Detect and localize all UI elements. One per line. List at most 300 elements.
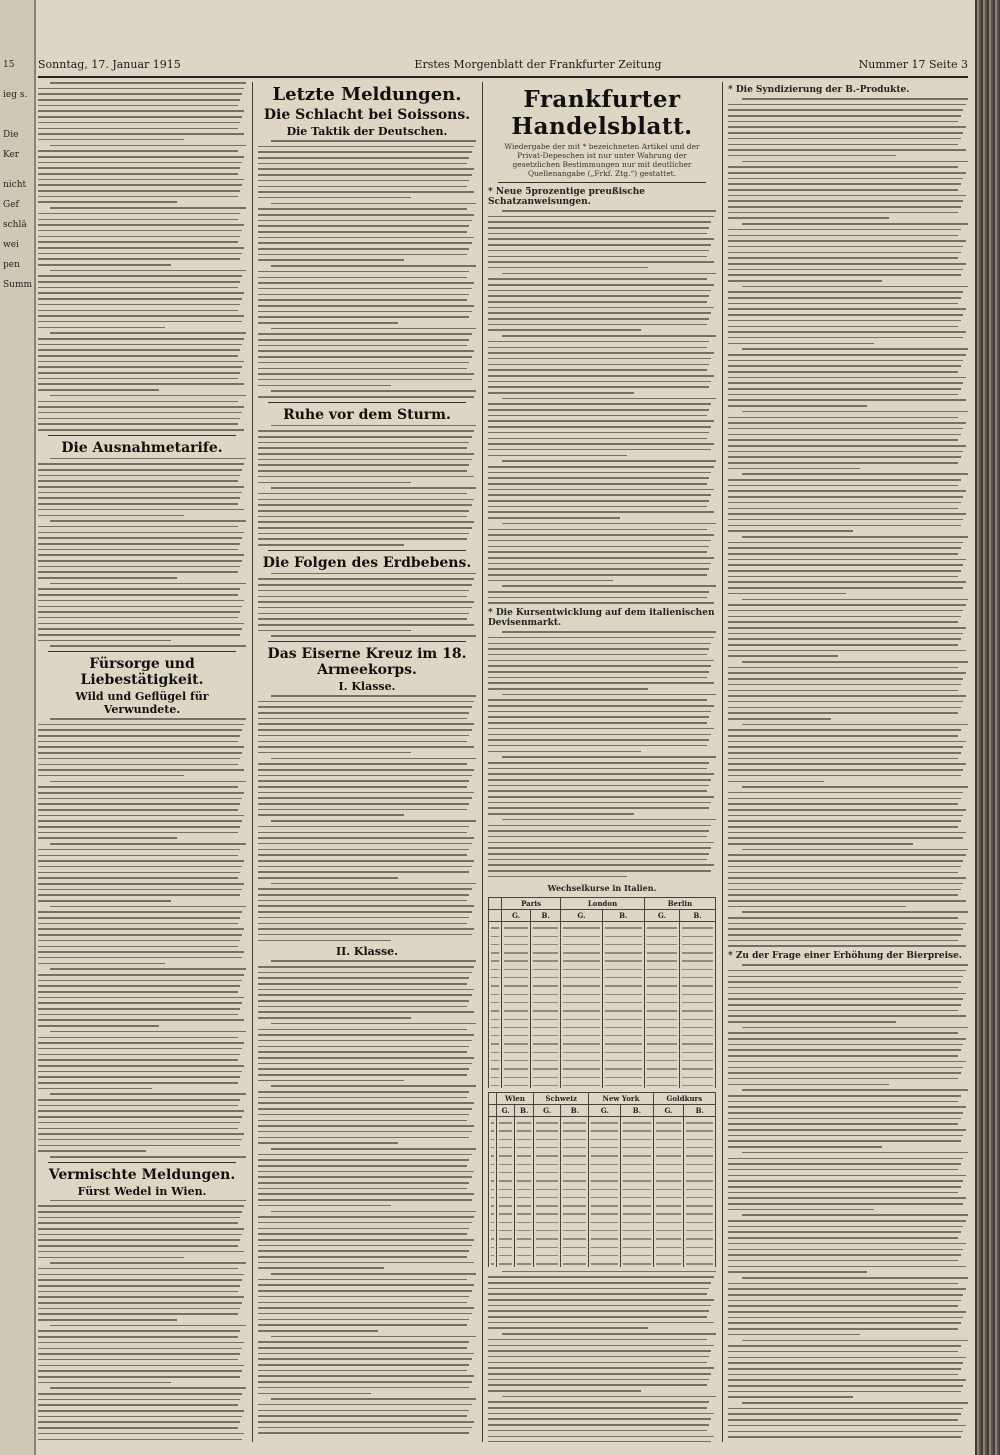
text-line — [742, 1152, 968, 1154]
table-cell — [501, 1022, 530, 1030]
text-line — [488, 563, 711, 565]
text-line — [728, 178, 963, 180]
text-line — [258, 1114, 469, 1116]
text-line — [38, 99, 240, 101]
divider — [268, 550, 466, 551]
table-cell — [501, 931, 530, 939]
text-line — [728, 479, 961, 481]
table-cell — [684, 1233, 716, 1241]
text-line — [38, 792, 244, 794]
text-line — [728, 240, 966, 242]
text-line — [728, 633, 963, 635]
text-line — [728, 1431, 963, 1433]
text-line — [488, 540, 711, 542]
table-header: Wien — [497, 1093, 534, 1105]
text-line — [728, 752, 961, 754]
table-cell — [497, 1250, 515, 1258]
table-cell — [561, 1258, 589, 1266]
text-line — [742, 964, 968, 966]
divider — [48, 435, 236, 436]
table-cell — [653, 1225, 684, 1233]
text-line — [258, 516, 467, 518]
text-line — [728, 1374, 958, 1376]
table-cell — [602, 964, 644, 972]
text-line — [258, 1262, 474, 1264]
text-line — [728, 1391, 961, 1393]
text-line — [258, 866, 472, 868]
text-line — [258, 1131, 472, 1133]
text-line — [38, 213, 240, 215]
text-line — [271, 820, 476, 822]
text-line — [38, 1285, 240, 1287]
text-line — [38, 1274, 244, 1276]
table-cell — [680, 1014, 716, 1022]
text-line — [258, 242, 472, 244]
table-cell — [684, 1258, 716, 1266]
text-line — [258, 1046, 469, 1048]
column-rule — [482, 82, 483, 1442]
text-line — [38, 167, 240, 169]
text-line — [488, 665, 711, 667]
column-2 — [258, 82, 476, 1442]
text-line — [728, 195, 966, 197]
text-line — [728, 445, 966, 447]
table-cell — [501, 989, 530, 997]
text-line — [258, 888, 472, 890]
text-line — [488, 1339, 707, 1341]
text-line — [38, 1217, 240, 1219]
text-line — [258, 333, 472, 335]
text-line — [38, 1128, 238, 1130]
table-header — [489, 1105, 497, 1117]
text-line — [488, 1299, 714, 1301]
table-cell — [501, 1038, 530, 1046]
text-line — [488, 580, 613, 582]
text-line — [38, 1037, 238, 1039]
text-line — [38, 617, 238, 619]
text-line — [728, 1010, 958, 1012]
text-line — [258, 254, 467, 256]
column-rule — [252, 82, 253, 1442]
text-line — [728, 1061, 966, 1063]
column-3 — [488, 82, 716, 1442]
table-cell — [497, 1117, 515, 1126]
text-line — [258, 1381, 472, 1383]
text-line — [742, 1027, 968, 1029]
text-line — [728, 1220, 966, 1222]
text-line — [488, 375, 714, 377]
table-cell — [533, 1142, 561, 1150]
table-row — [489, 980, 716, 988]
table-cell — [515, 1225, 534, 1233]
text-line — [742, 286, 968, 288]
table-cell — [602, 1038, 644, 1046]
table-cell — [644, 1047, 679, 1055]
table-cell — [680, 1063, 716, 1071]
table-cell — [653, 1150, 684, 1158]
text-line — [728, 326, 958, 328]
table-cell — [680, 1047, 716, 1055]
table-cell — [602, 939, 644, 947]
table-cell — [644, 972, 679, 980]
text-line — [728, 1123, 958, 1125]
table-cell — [489, 1072, 502, 1080]
text-line — [38, 201, 177, 203]
text-line — [728, 945, 966, 947]
text-line — [488, 796, 714, 798]
text-line — [258, 379, 472, 381]
table-cell — [589, 1159, 621, 1167]
text-line — [728, 1419, 958, 1421]
text-line — [258, 1375, 474, 1377]
text-block — [258, 695, 476, 941]
text-line — [258, 1313, 472, 1315]
table-cell — [531, 1030, 561, 1038]
text-line — [728, 291, 963, 293]
table-cell — [602, 997, 644, 1005]
text-line — [728, 1362, 963, 1364]
text-line — [728, 155, 896, 157]
table-row — [489, 922, 716, 931]
text-line — [488, 500, 709, 502]
table-cell — [561, 1225, 589, 1233]
text-line — [728, 826, 958, 828]
text-line — [488, 477, 709, 479]
text-line — [488, 489, 714, 491]
table-cell — [644, 1022, 679, 1030]
text-line — [271, 573, 476, 575]
section-heading: Die Schlacht bei Soissons. — [263, 107, 471, 123]
table-cell — [533, 1192, 561, 1200]
divider — [498, 182, 706, 183]
text-line — [488, 364, 709, 366]
text-line — [728, 981, 961, 983]
text-line — [728, 115, 961, 117]
text-line — [742, 98, 968, 100]
table-row — [489, 1167, 716, 1175]
text-line — [488, 238, 714, 240]
margin-mark: Gef — [3, 200, 19, 210]
table-cell — [561, 1022, 602, 1030]
text-line — [38, 1302, 242, 1304]
table-cell — [644, 1063, 679, 1071]
text-line — [258, 712, 469, 714]
text-line — [50, 1093, 246, 1095]
text-line — [488, 261, 714, 263]
text-line — [728, 462, 958, 464]
text-line — [258, 966, 474, 968]
table-cell — [515, 1167, 534, 1175]
table-cell — [501, 964, 530, 972]
text-line — [728, 735, 958, 737]
text-line — [38, 543, 240, 545]
text-line — [258, 1330, 378, 1332]
text-line — [258, 527, 472, 529]
table-cell — [621, 1159, 653, 1167]
text-line — [488, 438, 707, 440]
table-cell — [501, 972, 530, 980]
text-block — [258, 140, 476, 398]
text-line — [488, 790, 707, 792]
table-cell — [515, 1184, 534, 1192]
text-line — [728, 496, 963, 498]
table-cell — [533, 1217, 561, 1225]
table-cell — [621, 1134, 653, 1142]
table-cell — [497, 1217, 515, 1225]
text-line — [728, 627, 966, 629]
text-line — [728, 1038, 966, 1040]
text-line — [488, 324, 707, 326]
table-cell — [589, 1250, 621, 1258]
text-line — [38, 88, 244, 90]
text-line — [38, 628, 242, 630]
text-line — [488, 568, 709, 570]
text-line — [488, 352, 714, 354]
text-line — [38, 1296, 244, 1298]
text-line — [258, 1006, 467, 1008]
table-cell — [561, 1175, 589, 1183]
text-line — [258, 453, 474, 455]
text-line — [488, 449, 711, 451]
table-cell — [644, 1072, 679, 1080]
table-cell — [653, 1175, 684, 1183]
text-line — [258, 1074, 467, 1076]
text-line — [488, 802, 711, 804]
text-line — [38, 1245, 238, 1247]
text-line — [728, 308, 966, 310]
text-line — [258, 1302, 467, 1304]
text-line — [38, 304, 240, 306]
text-line — [488, 1413, 714, 1415]
table-row — [489, 1233, 716, 1241]
table-cell — [497, 1200, 515, 1208]
text-line — [728, 1163, 961, 1165]
text-line — [258, 1421, 474, 1423]
text-line — [258, 1120, 467, 1122]
text-line — [728, 1095, 961, 1097]
text-line — [271, 1148, 476, 1150]
text-line — [258, 436, 472, 438]
text-line — [728, 331, 966, 333]
text-line — [728, 900, 966, 902]
text-line — [258, 470, 467, 472]
table-cell — [680, 1030, 716, 1038]
text-line — [38, 463, 244, 465]
text-line — [488, 1367, 714, 1369]
text-line — [258, 729, 472, 731]
table-header: London — [561, 898, 645, 910]
table-cell — [515, 1117, 534, 1126]
table-header: Schweiz — [533, 1093, 589, 1105]
table-cell — [684, 1134, 716, 1142]
text-line — [728, 678, 963, 680]
text-line — [728, 998, 963, 1000]
text-line — [488, 1390, 641, 1392]
text-line — [258, 447, 467, 449]
text-line — [728, 854, 966, 856]
text-line — [271, 265, 476, 267]
text-line — [38, 985, 240, 987]
text-line — [38, 820, 242, 822]
table-cell — [644, 955, 679, 963]
text-line — [38, 934, 242, 936]
table-cell — [644, 922, 679, 931]
text-line — [488, 278, 707, 280]
table-row — [489, 1208, 716, 1216]
text-line — [38, 640, 171, 642]
text-line — [50, 718, 246, 720]
text-line — [728, 690, 958, 692]
margin-mark: pen — [3, 260, 20, 270]
text-line — [728, 815, 963, 817]
text-line — [728, 712, 958, 714]
text-line — [728, 1015, 966, 1017]
text-line — [271, 487, 476, 489]
table-cell — [489, 1175, 497, 1183]
table-cell — [515, 1217, 534, 1225]
table-header: Goldkurs — [653, 1093, 715, 1105]
table-cell — [561, 1030, 602, 1038]
table-cell — [561, 1117, 589, 1126]
table-cell — [515, 1159, 534, 1167]
divider — [268, 402, 466, 403]
text-block — [488, 631, 716, 877]
text-line — [50, 1156, 246, 1158]
text-line — [728, 149, 966, 151]
text-line — [50, 1387, 246, 1389]
table-cell — [644, 964, 679, 972]
text-line — [488, 1345, 714, 1347]
table-cell — [644, 1030, 679, 1038]
table-cell — [489, 980, 502, 988]
table-cell — [589, 1117, 621, 1126]
text-line — [488, 517, 620, 519]
table-cell — [489, 1142, 497, 1150]
table-cell — [489, 1126, 497, 1134]
text-line — [38, 224, 244, 226]
column-4 — [728, 82, 968, 1442]
text-line — [488, 1424, 709, 1426]
text-line — [488, 403, 711, 405]
table-cell — [515, 1200, 534, 1208]
text-line — [50, 82, 246, 84]
text-line — [38, 577, 177, 579]
text-line — [258, 1154, 472, 1156]
text-line — [38, 292, 244, 294]
text-line — [258, 544, 404, 546]
table-cell — [680, 964, 716, 972]
text-line — [728, 559, 966, 561]
text-line — [38, 128, 238, 130]
text-line — [38, 196, 238, 198]
table-header — [489, 898, 502, 910]
text-line — [38, 116, 242, 118]
text-line — [728, 928, 963, 930]
text-line — [38, 401, 238, 403]
text-line — [258, 911, 472, 913]
text-line — [258, 1034, 474, 1036]
text-line — [38, 623, 244, 625]
text-line — [258, 1358, 472, 1360]
text-line — [488, 216, 714, 218]
text-line — [728, 1106, 966, 1108]
text-line — [488, 1430, 707, 1432]
text-line — [38, 600, 244, 602]
text-line — [728, 1351, 958, 1353]
table-cell — [531, 1063, 561, 1071]
text-line — [258, 837, 474, 839]
text-line — [38, 957, 242, 959]
text-line — [728, 1084, 889, 1086]
text-line — [271, 883, 476, 885]
text-line — [488, 734, 711, 736]
text-line — [728, 337, 963, 339]
table-row — [489, 1250, 716, 1258]
table-cell — [531, 939, 561, 947]
text-line — [38, 281, 240, 283]
table-cell — [680, 931, 716, 939]
text-line — [38, 1071, 242, 1073]
text-line — [258, 849, 469, 851]
text-line — [271, 1211, 476, 1213]
table-cell — [589, 1150, 621, 1158]
text-line — [728, 638, 961, 640]
table-cell — [497, 1134, 515, 1142]
text-line — [728, 132, 963, 134]
table-cell — [497, 1167, 515, 1175]
table-cell — [602, 1072, 644, 1080]
text-line — [728, 513, 966, 515]
text-line — [488, 870, 711, 872]
table-row — [489, 1184, 716, 1192]
text-line — [728, 1288, 966, 1290]
text-line — [258, 1432, 469, 1434]
table-cell — [489, 1030, 502, 1038]
text-line — [488, 773, 714, 775]
table-cell — [589, 1233, 621, 1241]
text-line — [728, 468, 860, 470]
text-line — [38, 1376, 240, 1378]
text-line — [258, 1387, 469, 1389]
text-line — [488, 420, 714, 422]
text-line — [50, 1262, 246, 1264]
table-cell — [644, 980, 679, 988]
text-line — [38, 486, 244, 488]
text-line — [38, 809, 238, 811]
text-line — [488, 739, 709, 741]
table-cell — [644, 1005, 679, 1013]
margin-mark: wei — [3, 240, 19, 250]
text-line — [728, 121, 958, 123]
text-line — [258, 983, 467, 985]
table-cell — [533, 1225, 561, 1233]
text-line — [258, 1250, 469, 1252]
text-line — [258, 989, 474, 991]
header-page-number: Nummer 17 Seite 3 — [858, 58, 968, 71]
text-line — [38, 241, 238, 243]
text-line — [38, 1019, 244, 1021]
table-cell — [561, 1200, 589, 1208]
divider — [48, 1162, 236, 1163]
table-cell — [621, 1200, 653, 1208]
text-line — [728, 360, 963, 362]
text-line — [258, 356, 472, 358]
text-line — [728, 399, 966, 401]
table-cell — [497, 1208, 515, 1216]
table-cell — [680, 997, 716, 1005]
text-line — [488, 307, 714, 309]
text-line — [728, 667, 958, 669]
